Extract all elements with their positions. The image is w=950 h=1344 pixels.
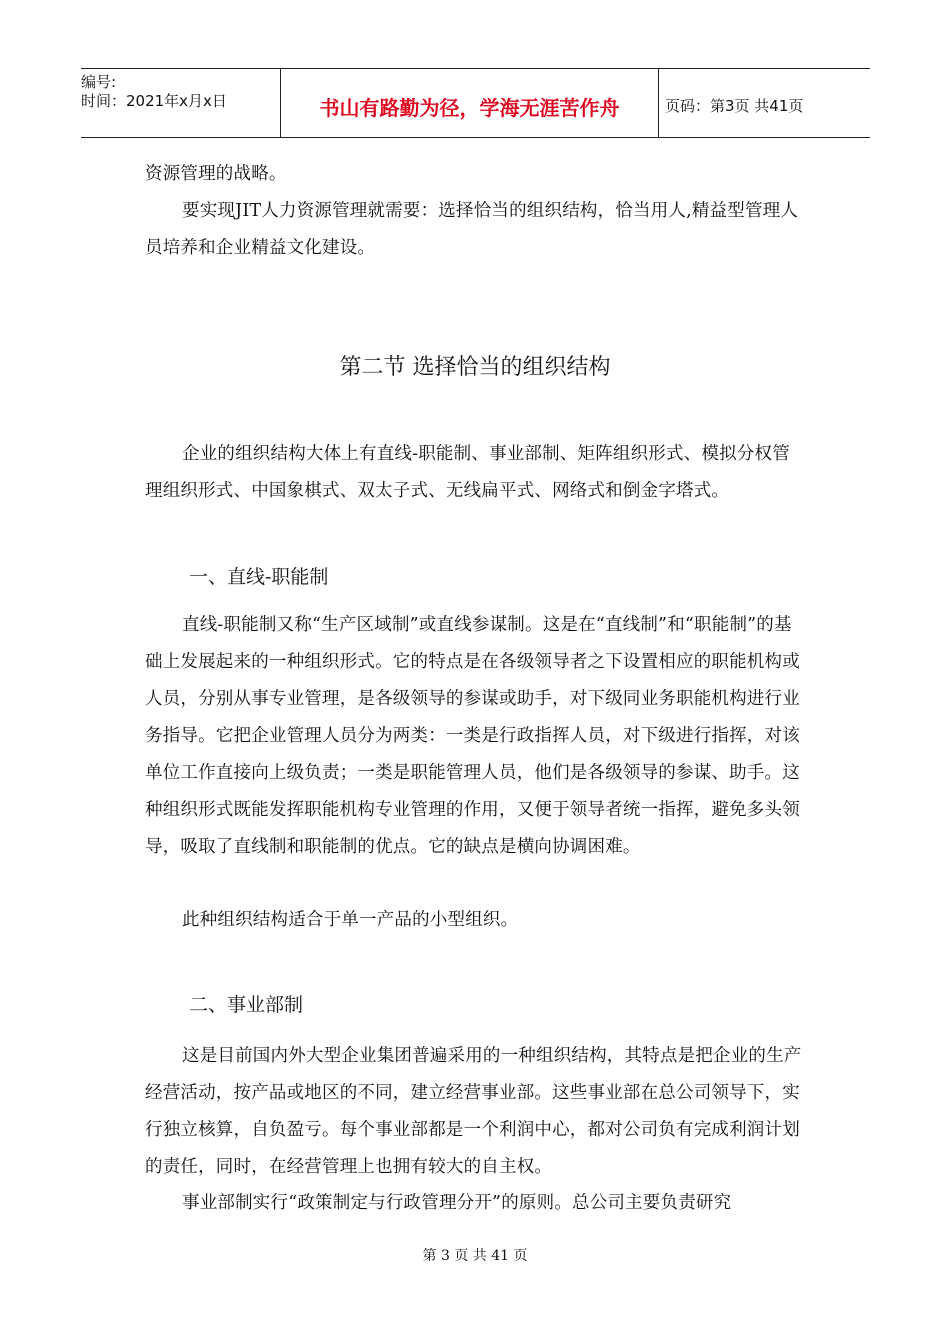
subsection-title-1: 一、直线-职能制 [189, 566, 329, 588]
paragraph-7: 事业部制实行“政策制定与行政管理分开”的原则。总公司主要负责研究 [182, 1193, 732, 1213]
paragraph-3: 企业的组织结构大体上有直线-职能制、事业部制、矩阵组织形式、模拟分权管理组织形式、中国象棋式、双太子式、无线扁平式、网络式和倒金字塔式。 [145, 444, 790, 501]
paragraph-5: 此种组织结构适合于单一产品的小型组织。 [182, 910, 519, 930]
paragraph-6: 这是目前国内外大型企业集团普遍采用的一种组织结构，其特点是把企业的生产经营活动，按产品或地区的不同，建立经营事业部。这些事业部在总公司领导下，实行独立核算，自负盈亏。每个事业部都是一个利润中心，都对公司负有完成利润计划的责任，同时，在经营管理上也拥有较大的自主权。 [145, 1046, 802, 1177]
header-motto: 书山有路勤为径，学海无涯苦作舟 [281, 69, 659, 137]
page-footer: 第 3 页 共 41 页 [422, 1248, 528, 1264]
document-header [81, 68, 870, 138]
document-number-label: 编号: [81, 73, 117, 91]
subsection-title-2: 二、事业部制 [189, 994, 304, 1016]
paragraph-2: 要实现JIT人力资源管理就需要：选择恰当的组织结构，恰当用人,精益型管理人员培养和企业精益文化建设。 [145, 201, 799, 258]
header-page-label: 页码：第3页 共41页 [665, 96, 804, 115]
paragraph-4: 直线-职能制又称“生产区域制”或直线参谋制。这是在“直线制”和“职能制”的基础上发展起来的一种组织形式。它的特点是在各级领导者之下设置相应的职能机构或人员，分别从事专业管理，是各级领导的参谋或助手，对下级同业务职能机构进行业务指导。它把企业管理人员分为两类：一类是行政指挥人员，对下级进行指挥，对该单位工作直接向上级负责；一类是职能管理人员，他们是各级领导的参谋、助手。这种组织形式既能发挥职能机构专业管理的作用，又便于领导者统一指挥，避免多头领导，吸取了直线制和职能制的优点。它的缺点是横向协调困难。 [145, 615, 800, 857]
paragraph-1: 资源管理的战略。 [145, 164, 287, 184]
document-time-label: 时间：2021年x月x日 [81, 92, 227, 110]
section-title: 第二节 选择恰当的组织结构 [339, 355, 611, 380]
header-meta [81, 69, 281, 137]
